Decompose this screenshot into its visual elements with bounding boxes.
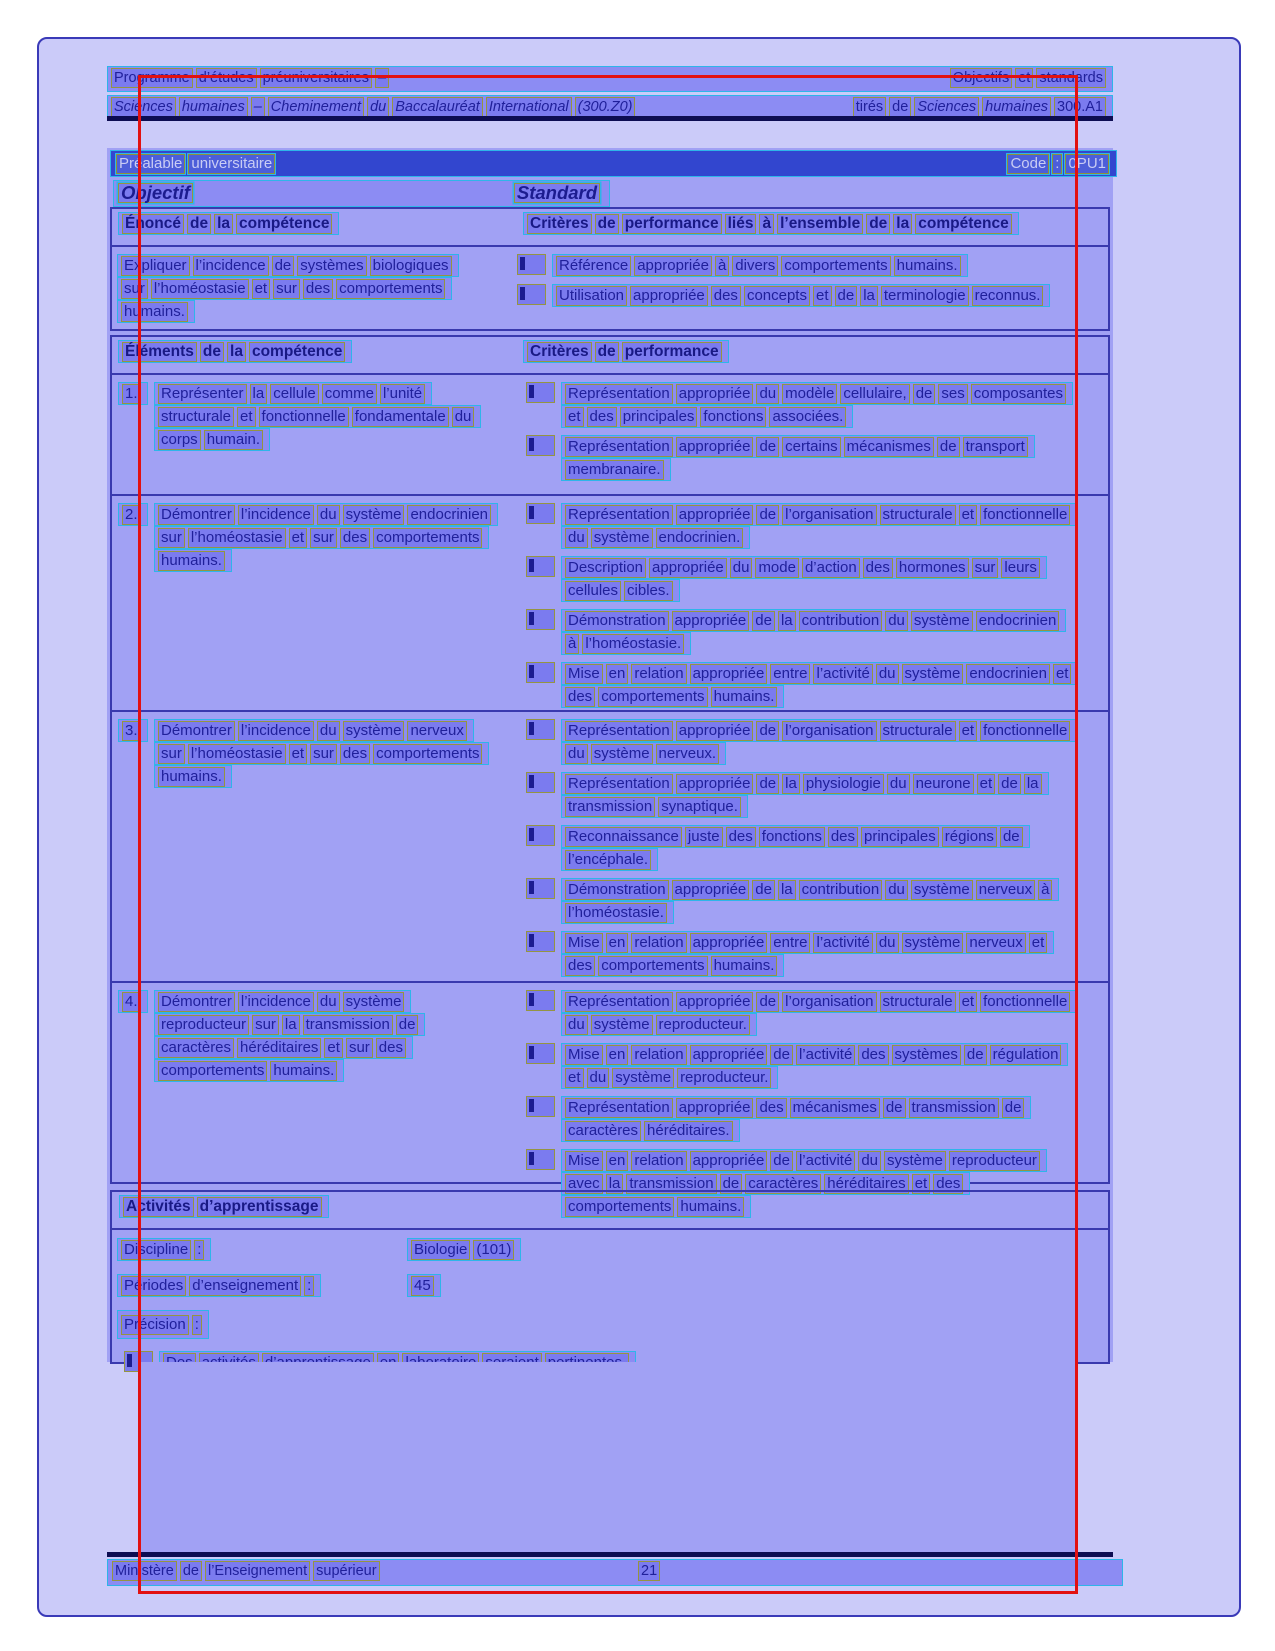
table2-header-left: Éléments de la compétence (118, 340, 352, 363)
criterion-text: Représentation appropriée de la physiologie du neurone et de latransmission synaptique. (561, 772, 1049, 818)
criteria-list (526, 503, 1108, 710)
bullet-icon (526, 435, 555, 456)
bullet-icon (517, 284, 546, 305)
bullet-icon (526, 719, 555, 740)
criterion-item (526, 990, 1102, 1036)
discipline-value: Biologie (101) (407, 1238, 521, 1261)
bullet-icon (526, 1043, 555, 1064)
criterion-item (526, 609, 1102, 655)
bullet-icon (526, 990, 555, 1011)
header-program-title: Programme d’études préuniversitaires – (111, 68, 392, 90)
page-number: 21 (638, 1562, 663, 1579)
criterion-item (526, 556, 1102, 602)
bullet-icon (526, 931, 555, 952)
criterion-item (526, 1043, 1102, 1089)
periods-row (112, 1274, 1108, 1297)
element-number: 1. (118, 382, 148, 405)
bullet-icon (526, 1149, 555, 1170)
bullet-icon (526, 772, 555, 793)
criterion-text: Mise en relation appropriée de l’activité du système reproducteuravec la transmission de caractères héréditaires et descomportements humains. (561, 1149, 1047, 1218)
criterion-item (526, 931, 1102, 977)
periods-label: Périodes d’enseignement : (117, 1274, 321, 1297)
header-source-reference: tirés de Sciences humaines 300.A1 (853, 97, 1109, 119)
criterion-text: Utilisation appropriée des concepts et de la terminologie reconnus. (552, 284, 1050, 307)
section-headings (113, 180, 610, 207)
criterion-text: Représentation appropriée des mécanismes de transmission decaractères héréditaires. (561, 1096, 1031, 1142)
prealable-banner (110, 150, 1117, 177)
table1-header-row (112, 209, 1108, 247)
bullet-icon (526, 825, 555, 846)
criterion-text: Référence appropriée à divers comportements humains. (552, 254, 968, 277)
criterion-text: Mise en relation appropriée de l’activité des systèmes de régulationet du système reproducteur. (561, 1043, 1068, 1089)
bullet-icon (526, 503, 555, 524)
bullet-icon (526, 556, 555, 577)
precision-label: Précision : (117, 1310, 209, 1339)
criterion-item (526, 662, 1102, 708)
criterion-item (526, 719, 1102, 765)
criterion-text: Représentation appropriée de certains mécanismes de transportmembranaire. (561, 435, 1035, 481)
criterion-text: Représentation appropriée de l’organisation structurale et fonctionnelledu système nerveux. (561, 719, 1077, 765)
header-objectifs-standards: Objectifs et standards (950, 68, 1109, 90)
criterion-text: Démonstration appropriée de la contribution du système endocrinienà l’homéostasie. (561, 609, 1066, 655)
table1-criteria-list (517, 254, 1102, 323)
element-number: 3. (118, 719, 148, 742)
activities-table (110, 1190, 1110, 1364)
element-statement: Démontrer l’incidence du systèmereproducteur sur la transmission decaractères héréditaires et sur descomportements humains. (154, 990, 425, 1082)
element-statement: Représenter la cellule comme l’unitéstructurale et fonctionnelle fondamentale ducorps humain. (154, 382, 481, 451)
criterion-item (526, 772, 1102, 818)
periods-value: 45 (407, 1274, 441, 1297)
bullet-icon (526, 878, 555, 899)
criterion-text: Représentation appropriée de l’organisation structurale et fonctionnelledu système reproducteur. (561, 990, 1077, 1036)
criterion-item (526, 503, 1102, 549)
criterion-text: Représentation appropriée de l’organisation structurale et fonctionnelledu système endocrinien. (561, 503, 1077, 549)
header-divider-rule (107, 116, 1113, 121)
criterion-item (526, 1096, 1102, 1142)
criterion-item (526, 382, 1102, 428)
table2-header-row (112, 337, 1108, 375)
page-footer (107, 1559, 1123, 1586)
criterion-text: Représentation appropriée du modèle cellulaire, de ses composanteset des principales fonctions associées. (561, 382, 1073, 428)
criterion-item (517, 284, 1102, 307)
activities-title: Activités d’apprentissage (119, 1195, 329, 1218)
element-number: 4. (118, 990, 148, 1013)
bullet-icon (526, 609, 555, 630)
criterion-item (526, 878, 1102, 924)
table1-header-right: Critères de performance liés à l’ensemble de la compétence (523, 212, 1019, 235)
footer-ministry: Ministère de l’Enseignement supérieur (112, 1562, 383, 1579)
objectif-heading: Objectif (118, 183, 196, 203)
competency-statement: Expliquer l’incidence de systèmes biologiquessur l’homéostasie et sur des comportementshumains. (117, 254, 459, 323)
table1-header-left: Énoncé de la compétence (118, 212, 339, 235)
criterion-text: Reconnaissance juste des fonctions des principales régions del’encéphale. (561, 825, 1030, 871)
criteria-list (526, 719, 1108, 981)
criterion-text: Démonstration appropriée de la contribution du système nerveux àl’homéostasie. (561, 878, 1059, 924)
header-line-1 (107, 66, 1113, 92)
element-number: 2. (118, 503, 148, 526)
bullet-icon (526, 662, 555, 683)
element-statement: Démontrer l’incidence du système nerveuxsur l’homéostasie et sur des comportementshumains. (154, 719, 489, 788)
discipline-row (112, 1238, 1108, 1261)
table2-body (112, 375, 1108, 1222)
header-program-subtitle: Sciences humaines – Cheminement du Baccalauréat International (300.Z0) (111, 97, 638, 119)
activities-header-row (112, 1192, 1108, 1230)
element-row-3 (112, 710, 1108, 981)
standard-heading: Standard (514, 183, 603, 203)
bullet-icon (526, 382, 555, 403)
element-row-1 (112, 375, 1108, 494)
element-row-4 (112, 981, 1108, 1222)
competency-statement-table (110, 207, 1110, 331)
criterion-item (517, 254, 1102, 277)
criterion-text: Mise en relation appropriée entre l’activité du système endocrinien etdes comportements humains. (561, 662, 1078, 708)
table1-content-row (112, 247, 1108, 331)
element-statement: Démontrer l’incidence du système endocriniensur l’homéostasie et sur des comportementshumains. (154, 503, 498, 572)
banner-code: Code : 0PU1 (1007, 154, 1112, 174)
discipline-label: Discipline : (117, 1238, 211, 1261)
content-panel (107, 148, 1113, 1362)
bullet-icon (517, 254, 546, 275)
table2-header-right: Critères de performance (523, 340, 729, 363)
criterion-text: Description appropriée du mode d’action des hormones sur leurscellules cibles. (561, 556, 1047, 602)
banner-title: Préalable universitaire (116, 154, 278, 174)
criteria-list (526, 990, 1108, 1222)
bottom-fill-strip (138, 1362, 1075, 1552)
footer-divider-rule (107, 1552, 1113, 1557)
bullet-icon (526, 1096, 555, 1117)
code-value: 0PU1 (1065, 155, 1112, 172)
element-row-2 (112, 494, 1108, 710)
criterion-item (526, 825, 1102, 871)
criterion-item (526, 435, 1102, 481)
criteria-list (526, 382, 1108, 494)
precision-row (112, 1310, 1108, 1339)
criterion-text: Mise en relation appropriée entre l’activité du système nerveux etdes comportements humains. (561, 931, 1054, 977)
